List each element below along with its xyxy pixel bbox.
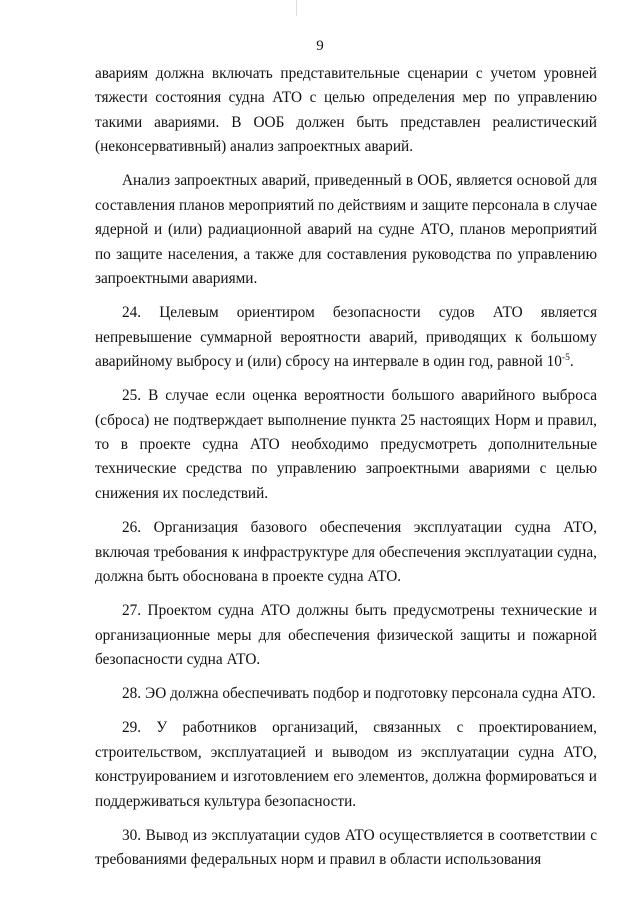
paragraph-24 [95, 301, 597, 374]
paragraph-24-tail: . [569, 353, 574, 371]
paragraph-analysis: Анализ запроектных аварий, приведенный в ООБ, является основой для составления планов мероприятий по действиям и защите персонала в случае ядерной и (или) радиационной аварий на судне АТО, планов мероприятий по защите населения, а также для составления руководства по управлению запроектными авариями. [95, 172, 597, 288]
paragraph-24-exponent: -5 [561, 352, 570, 363]
paragraph-continuation: авариям должна включать представительные сценарии с учетом уровней тяжести состояния судна АТО с целью определения мер по управлению такими авариями. В ООБ должен быть представлен реалистический (неконсервативный) анализ запроектных аварий. [95, 65, 597, 156]
page-number: 9 [316, 38, 324, 54]
paragraph-26: 26. Организация базового обеспечения эксплуатации судна АТО, включая требования к инфраструктуре для обеспечения эксплуатации судна, должна быть обоснована в проекте судна АТО. [95, 519, 597, 585]
paragraph-25: 25. В случае если оценка вероятности большого аварийного выброса (сброса) не подтверждает выполнение пункта 25 настоящих Норм и правил, то в проекте судна АТО необходимо предусмотреть дополнительные технические средства по управлению запроектными авариями с целью снижения их последствий. [95, 387, 597, 502]
scan-artifact [296, 0, 297, 16]
document-body [95, 62, 597, 873]
paragraph-30: 30. Вывод из эксплуатации судов АТО осуществляется в соответствии с требованиями федеральных норм и правил в области использования [95, 826, 597, 869]
paragraph-27: 27. Проектом судна АТО должны быть предусмотрены технические и организационные меры для обеспечения физической защиты и пожарной безопасности судна АТО. [95, 602, 597, 668]
paragraph-29: 29. У работников организаций, связанных с проектированием, строительством, эксплуатацией и выводом из эксплуатации судна АТО, конструированием и изготовлением его элементов, должна формироваться и поддерживаться культура безопасности. [95, 719, 597, 810]
paragraph-28: 28. ЭО должна обеспечивать подбор и подготовку персонала судна АТО. [122, 685, 596, 703]
paragraph-24-text: 24. Целевым ориентиром безопасности судов АТО является непревышение суммарной вероятности аварий, приводящих к большому аварийному выбросу и (или) сбросу на интервале в один год, равной 10 [95, 304, 597, 371]
